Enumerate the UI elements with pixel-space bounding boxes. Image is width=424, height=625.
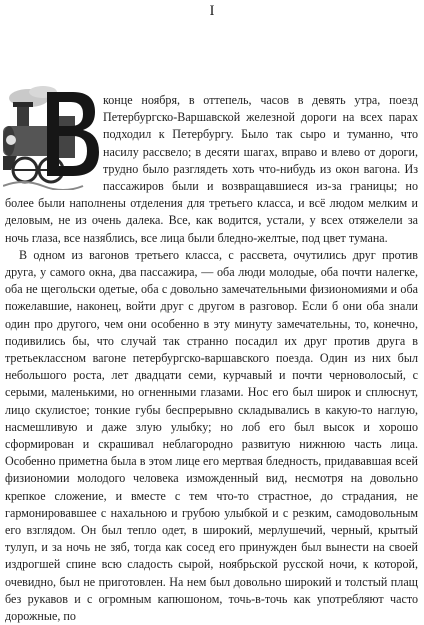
chapter-number: I xyxy=(209,3,215,19)
decorated-drop-cap-illustration xyxy=(3,86,101,190)
chapter-text xyxy=(5,92,418,625)
paragraph-1-text: конце ноября, в оттепель, часов в девять утра, поезд Петербургско-Варшавской железной дороги на всех парах подходил к Петербургу. Было так сыро и туманно, что насилу рассвело; в десяти шагах, вправо и влево от дороги, трудно было разглядеть хоть что-нибудь из окон вагона. Из пассажиров были и возвращавшиеся из-за границы; но более были наполнены отделения для третьего класса, и всё людом мелким и деловым, не из очень далека. Все, как водится, устали, у всех отяжелели за ночь глаза, все назяблись, все лица были бледно-желтые, под цвет тумана. xyxy=(5,93,418,245)
paragraph-1 xyxy=(5,92,418,247)
paragraph-2: В одном из вагонов третьего класса, с рассвета, очутились друг против друга, у самого окна, два пассажира, — оба люди молодые, оба почти налегке, оба не щегольски одетые, оба с довольно замечательными физиономиями и оба пожелавшие, наконец, войти друг с другом в разговор. Если б они оба знали один про другого, чем они особенно в эту минуту замечательны, то, конечно, подивились бы, что случай так странно посадил их друг против друга в третьеклассном вагоне петербургско-варшавского поезда. Один из них был небольшого роста, лет двадцати семи, курчавый и почти черноволосый, с серыми, маленькими, но огненными глазами. Нос его был широк и сплюснут, лицо скулистое; тонкие губы беспрерывно складывались в какую-то наглую, насмешливую и даже злую улыбку; но лоб его был высок и хорошо сформирован и скрашивал неблагородно развитую нижнюю часть лица. Особенно приметна была в этом лице его мертвая бледность, придававшая всей физиономии молодого человека изможденный вид, несмотря на довольно крепкое сложение, и вместе с тем что-то страстное, до страдания, не гармонировавшее с нахальною и грубою улыбкой и с резким, самодовольным его взглядом. Он был тепло одет, в широкий, мерлушечий, черный, крытый тулуп, и за ночь не зяб, тогда как сосед его принужден был вынести на своей издрогшей спине всю сладость сырой, ноябрьской русской ночи, к которой, очевидно, был не приготовлен. На нем был довольно широкий и толстый плащ без рукавов и с огромным капюшоном, точь-в-точь как употребляют часто дорожные, по xyxy=(5,247,418,624)
locomotive-illustration xyxy=(3,86,101,190)
